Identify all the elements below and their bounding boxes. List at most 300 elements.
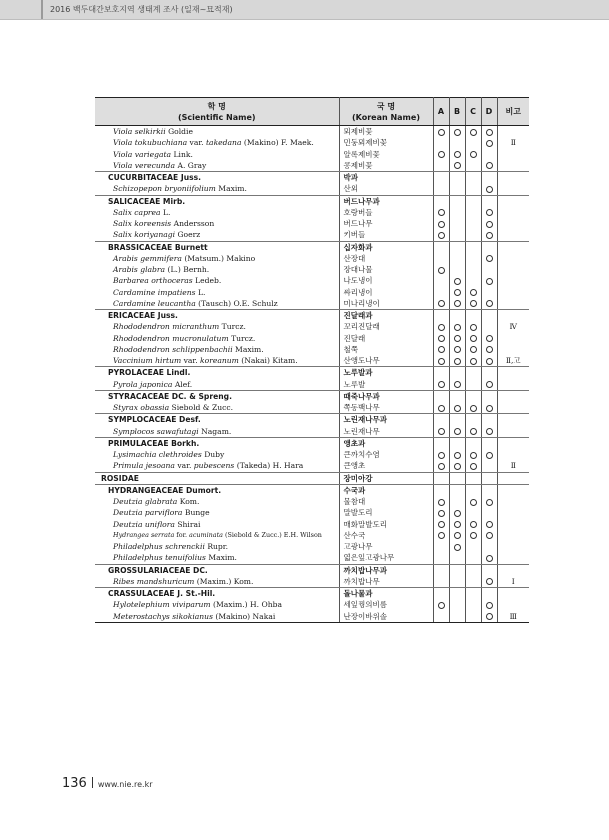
presence-circle-icon bbox=[438, 267, 445, 274]
scientific-name: Viola selkirkii bbox=[113, 127, 166, 137]
author-name: Goerz bbox=[177, 230, 201, 240]
korean-name-cell: 큰까치수염 bbox=[339, 449, 433, 460]
presence-circle-icon bbox=[438, 346, 445, 353]
presence-circle-icon bbox=[486, 162, 493, 169]
species-row bbox=[95, 541, 529, 552]
header-scientific-name bbox=[95, 98, 339, 126]
korean-name-cell: 산앵도나무 bbox=[339, 355, 433, 367]
note-cell bbox=[497, 484, 529, 496]
family-name: SYMPLOCACEAE Desf. bbox=[108, 415, 201, 425]
site-c-cell bbox=[465, 183, 481, 195]
family-row bbox=[95, 367, 529, 379]
species-row bbox=[95, 218, 529, 229]
site-d-cell bbox=[481, 344, 497, 355]
site-a-cell bbox=[433, 195, 449, 207]
scientific-name: Salix caprea bbox=[113, 207, 161, 217]
family-row bbox=[95, 564, 529, 576]
scientific-name-cell bbox=[95, 611, 339, 623]
site-c-cell bbox=[465, 253, 481, 264]
author-name: (Maxim.) Kom. bbox=[196, 576, 254, 586]
korean-name-cell: 뫼제비꽃 bbox=[339, 126, 433, 138]
author-name: Duby bbox=[204, 450, 225, 460]
scientific-name-cell bbox=[95, 264, 339, 275]
author-name: Turcz. bbox=[221, 322, 246, 332]
scientific-name: Vaccinium hirtum bbox=[113, 356, 182, 366]
site-d-cell bbox=[481, 496, 497, 507]
korean-name-cell: 쪽동백나무 bbox=[339, 402, 433, 414]
site-c-cell bbox=[465, 379, 481, 391]
site-a-cell bbox=[433, 183, 449, 195]
site-b-cell bbox=[449, 484, 465, 496]
site-b-cell bbox=[449, 287, 465, 298]
site-b-cell bbox=[449, 218, 465, 229]
korean-name-cell: 알록제비꽃 bbox=[339, 149, 433, 160]
site-d-cell bbox=[481, 241, 497, 253]
site-c-cell bbox=[465, 287, 481, 298]
scientific-name-cell bbox=[95, 137, 339, 148]
site-c-cell bbox=[465, 564, 481, 576]
note-cell bbox=[497, 207, 529, 218]
note-cell bbox=[497, 402, 529, 414]
site-b-cell bbox=[449, 355, 465, 367]
site-c-cell bbox=[465, 402, 481, 414]
scientific-name-cell bbox=[95, 588, 339, 600]
note-cell bbox=[497, 414, 529, 426]
presence-circle-icon bbox=[486, 232, 493, 239]
site-c-cell bbox=[465, 264, 481, 275]
author-name: for. bbox=[176, 530, 187, 539]
presence-circle-icon bbox=[454, 405, 461, 412]
site-a-cell bbox=[433, 367, 449, 379]
site-a-cell bbox=[433, 137, 449, 148]
presence-circle-icon bbox=[470, 428, 477, 435]
site-c-cell bbox=[465, 437, 481, 449]
site-b-cell bbox=[449, 253, 465, 264]
site-b-cell bbox=[449, 160, 465, 172]
site-d-cell bbox=[481, 402, 497, 414]
note-cell bbox=[497, 264, 529, 275]
scientific-name: Primula jesoana bbox=[113, 461, 175, 471]
infraspecific-author: (Takeda) H. Hara bbox=[236, 461, 304, 471]
note-cell bbox=[497, 472, 529, 484]
korean-name-cell: 물참대 bbox=[339, 496, 433, 507]
note-cell: Ⅱ,고 bbox=[497, 355, 529, 367]
korean-name-cell: 산장대 bbox=[339, 253, 433, 264]
presence-circle-icon bbox=[470, 129, 477, 136]
site-b-cell bbox=[449, 183, 465, 195]
korean-name-cell: 까치밥나무 bbox=[339, 576, 433, 588]
presence-circle-icon bbox=[470, 358, 477, 365]
presence-circle-icon bbox=[486, 602, 493, 609]
site-a-cell bbox=[433, 241, 449, 253]
korean-name-cell: 철쭉 bbox=[339, 344, 433, 355]
scientific-name: Barbarea orthoceras bbox=[113, 276, 193, 286]
site-c-cell bbox=[465, 588, 481, 600]
note-cell bbox=[497, 241, 529, 253]
scientific-name-cell bbox=[95, 519, 339, 530]
site-b-cell bbox=[449, 195, 465, 207]
presence-circle-icon bbox=[486, 129, 493, 136]
site-b-cell bbox=[449, 275, 465, 286]
header-scientific-ko: 학 명 bbox=[207, 101, 226, 111]
scientific-name: Arabis gemmifera bbox=[113, 253, 182, 263]
author-name: var. bbox=[177, 461, 192, 471]
korean-name-cell: 노린재나무과 bbox=[339, 414, 433, 426]
site-b-cell bbox=[449, 207, 465, 218]
site-a-cell bbox=[433, 207, 449, 218]
site-d-cell bbox=[481, 183, 497, 195]
korean-name-cell: 장미아강 bbox=[339, 472, 433, 484]
scientific-name-cell bbox=[95, 484, 339, 496]
note-cell bbox=[497, 218, 529, 229]
author-name: L. bbox=[198, 287, 206, 297]
site-b-cell bbox=[449, 126, 465, 138]
korean-name-cell: 미나리냉이 bbox=[339, 298, 433, 310]
author-name: Bunge bbox=[184, 508, 210, 518]
scientific-name-cell bbox=[95, 321, 339, 332]
author-name: (L.) Bernh. bbox=[167, 265, 210, 275]
site-c-cell bbox=[465, 298, 481, 310]
site-d-cell bbox=[481, 195, 497, 207]
scientific-name: Viola verecunda bbox=[113, 160, 176, 170]
scientific-name-cell bbox=[95, 229, 339, 241]
site-d-cell bbox=[481, 449, 497, 460]
scientific-name-cell bbox=[95, 437, 339, 449]
author-name: Shirai bbox=[177, 519, 201, 529]
site-c-cell bbox=[465, 172, 481, 184]
korean-name-cell: 때죽나무과 bbox=[339, 390, 433, 402]
site-a-cell bbox=[433, 564, 449, 576]
site-c-cell bbox=[465, 137, 481, 148]
site-b-cell bbox=[449, 333, 465, 344]
scientific-name-cell bbox=[95, 298, 339, 310]
presence-circle-icon bbox=[486, 335, 493, 342]
table-header-row bbox=[95, 98, 529, 126]
presence-circle-icon bbox=[454, 324, 461, 331]
infraspecific-name: takedana bbox=[205, 138, 242, 148]
presence-circle-icon bbox=[438, 510, 445, 517]
presence-circle-icon bbox=[454, 300, 461, 307]
korean-name-cell: 박과 bbox=[339, 172, 433, 184]
scientific-name: Viola tokubuchiana bbox=[113, 138, 188, 148]
scientific-name-cell bbox=[95, 172, 339, 184]
family-row bbox=[95, 390, 529, 402]
infraspecific-author: (Siebold & Zucc.) E.H. Wilson bbox=[225, 530, 322, 539]
note-cell bbox=[497, 496, 529, 507]
author-name: (Matsum.) Makino bbox=[184, 253, 256, 263]
korean-name-cell: 세잎꿩의비름 bbox=[339, 599, 433, 610]
presence-circle-icon bbox=[438, 335, 445, 342]
scientific-name-cell bbox=[95, 426, 339, 438]
site-b-cell bbox=[449, 599, 465, 610]
site-c-cell bbox=[465, 611, 481, 623]
site-d-cell bbox=[481, 379, 497, 391]
author-name: L. bbox=[163, 207, 171, 217]
presence-circle-icon bbox=[470, 463, 477, 470]
site-d-cell bbox=[481, 564, 497, 576]
site-a-cell bbox=[433, 310, 449, 322]
presence-circle-icon bbox=[470, 324, 477, 331]
author-name: Maxim. bbox=[218, 184, 247, 194]
site-d-cell bbox=[481, 541, 497, 552]
scientific-name-cell bbox=[95, 160, 339, 172]
site-c-cell bbox=[465, 218, 481, 229]
species-row bbox=[95, 298, 529, 310]
note-cell bbox=[497, 229, 529, 241]
site-a-cell bbox=[433, 321, 449, 332]
site-a-cell bbox=[433, 344, 449, 355]
site-a-cell bbox=[433, 588, 449, 600]
note-cell bbox=[497, 599, 529, 610]
site-d-cell bbox=[481, 321, 497, 332]
korean-name-cell: 수국과 bbox=[339, 484, 433, 496]
site-d-cell bbox=[481, 484, 497, 496]
site-d-cell bbox=[481, 275, 497, 286]
site-b-cell bbox=[449, 344, 465, 355]
note-cell bbox=[497, 564, 529, 576]
author-name: Link. bbox=[173, 149, 193, 159]
species-row bbox=[95, 183, 529, 195]
infraspecific-name: koreanum bbox=[200, 356, 239, 366]
site-d-cell bbox=[481, 253, 497, 264]
site-d-cell bbox=[481, 552, 497, 564]
site-b-cell bbox=[449, 321, 465, 332]
presence-circle-icon bbox=[438, 221, 445, 228]
scientific-name: Lysimachia clethroides bbox=[113, 450, 202, 460]
scientific-name: Schizopepon bryoniifolium bbox=[113, 184, 216, 194]
scientific-name: Meterostachys sikokianus bbox=[113, 611, 213, 621]
family-name: CUCURBITACEAE Juss. bbox=[108, 173, 202, 183]
species-row bbox=[95, 530, 529, 541]
site-b-cell bbox=[449, 611, 465, 623]
site-b-cell bbox=[449, 310, 465, 322]
author-name: Ledeb. bbox=[195, 276, 222, 286]
scientific-name-cell bbox=[95, 379, 339, 391]
korean-name-cell: 버드나무과 bbox=[339, 195, 433, 207]
site-a-cell bbox=[433, 414, 449, 426]
scientific-name-cell bbox=[95, 207, 339, 218]
site-d-cell bbox=[481, 530, 497, 541]
species-row bbox=[95, 519, 529, 530]
author-name: Rupr. bbox=[207, 542, 228, 552]
presence-circle-icon bbox=[454, 428, 461, 435]
presence-circle-icon bbox=[454, 129, 461, 136]
presence-circle-icon bbox=[454, 532, 461, 539]
korean-name-cell: 꼬리진달래 bbox=[339, 321, 433, 332]
presence-circle-icon bbox=[454, 521, 461, 528]
family-name: PRIMULACEAE Borkh. bbox=[108, 438, 200, 448]
scientific-name-cell bbox=[95, 195, 339, 207]
site-b-cell bbox=[449, 367, 465, 379]
species-row bbox=[95, 253, 529, 264]
presence-circle-icon bbox=[486, 381, 493, 388]
header-site-d: D bbox=[481, 98, 497, 126]
presence-circle-icon bbox=[486, 405, 493, 412]
header-site-b: B bbox=[449, 98, 465, 126]
site-a-cell bbox=[433, 253, 449, 264]
site-d-cell bbox=[481, 229, 497, 241]
presence-circle-icon bbox=[470, 452, 477, 459]
korean-name-cell: 큰앵초 bbox=[339, 460, 433, 472]
site-b-cell bbox=[449, 496, 465, 507]
site-a-cell bbox=[433, 149, 449, 160]
scientific-name-cell bbox=[95, 507, 339, 518]
presence-circle-icon bbox=[470, 521, 477, 528]
site-b-cell bbox=[449, 576, 465, 588]
site-b-cell bbox=[449, 414, 465, 426]
note-cell bbox=[497, 437, 529, 449]
species-row bbox=[95, 611, 529, 623]
presence-circle-icon bbox=[454, 544, 461, 551]
note-cell bbox=[497, 588, 529, 600]
site-c-cell bbox=[465, 460, 481, 472]
site-d-cell bbox=[481, 576, 497, 588]
species-row bbox=[95, 507, 529, 518]
author-name: Siebold & Zucc. bbox=[171, 403, 234, 413]
scientific-name-cell bbox=[95, 183, 339, 195]
site-b-cell bbox=[449, 437, 465, 449]
site-a-cell bbox=[433, 611, 449, 623]
author-name: Maxim. bbox=[235, 344, 264, 354]
scientific-name: Pyrola japonica bbox=[113, 379, 173, 389]
note-cell bbox=[497, 310, 529, 322]
scientific-name-cell bbox=[95, 460, 339, 472]
note-cell bbox=[497, 367, 529, 379]
site-c-cell bbox=[465, 472, 481, 484]
site-a-cell bbox=[433, 355, 449, 367]
site-a-cell bbox=[433, 275, 449, 286]
note-cell bbox=[497, 275, 529, 286]
author-name: Turcz. bbox=[231, 333, 256, 343]
site-c-cell bbox=[465, 310, 481, 322]
scientific-name-cell bbox=[95, 275, 339, 286]
site-c-cell bbox=[465, 507, 481, 518]
presence-circle-icon bbox=[486, 532, 493, 539]
family-name: ERICACEAE Juss. bbox=[108, 311, 178, 321]
site-a-cell bbox=[433, 229, 449, 241]
scientific-name: Deutzia parviflora bbox=[113, 508, 183, 518]
species-row bbox=[95, 275, 529, 286]
scientific-name-cell bbox=[95, 333, 339, 344]
page-footer bbox=[62, 772, 153, 791]
site-d-cell bbox=[481, 310, 497, 322]
korean-name-cell: 산외 bbox=[339, 183, 433, 195]
site-c-cell bbox=[465, 414, 481, 426]
site-d-cell bbox=[481, 172, 497, 184]
site-d-cell bbox=[481, 333, 497, 344]
note-cell bbox=[497, 507, 529, 518]
note-cell bbox=[497, 541, 529, 552]
site-c-cell bbox=[465, 496, 481, 507]
footer-divider bbox=[92, 777, 93, 788]
header-divider bbox=[0, 19, 609, 20]
note-cell bbox=[497, 172, 529, 184]
infraspecific-author: (Makino) F. Maek. bbox=[243, 138, 314, 148]
scientific-name: Rhododendron mucronulatum bbox=[113, 333, 229, 343]
scientific-name-cell bbox=[95, 552, 339, 564]
site-c-cell bbox=[465, 195, 481, 207]
korean-name-cell: 나도냉이 bbox=[339, 275, 433, 286]
presence-circle-icon bbox=[438, 428, 445, 435]
site-b-cell bbox=[449, 507, 465, 518]
site-b-cell bbox=[449, 460, 465, 472]
note-cell bbox=[497, 426, 529, 438]
site-a-cell bbox=[433, 160, 449, 172]
korean-name-cell: 노루발 bbox=[339, 379, 433, 391]
note-cell bbox=[497, 126, 529, 138]
korean-name-cell: 민둥뫼제비꽃 bbox=[339, 137, 433, 148]
site-a-cell bbox=[433, 379, 449, 391]
presence-circle-icon bbox=[454, 289, 461, 296]
presence-circle-icon bbox=[454, 510, 461, 517]
scientific-name-cell bbox=[95, 241, 339, 253]
table-body bbox=[95, 126, 529, 623]
note-cell bbox=[497, 519, 529, 530]
site-d-cell bbox=[481, 355, 497, 367]
presence-circle-icon bbox=[438, 129, 445, 136]
scientific-name: Rhododendron micranthum bbox=[113, 322, 220, 332]
site-d-cell bbox=[481, 472, 497, 484]
author-name: Nagam. bbox=[201, 426, 232, 436]
presence-circle-icon bbox=[486, 358, 493, 365]
header-marker bbox=[41, 0, 43, 19]
site-d-cell bbox=[481, 287, 497, 298]
family-name: PYROLACEAE Lindl. bbox=[108, 368, 191, 378]
note-cell bbox=[497, 195, 529, 207]
site-d-cell bbox=[481, 149, 497, 160]
presence-circle-icon bbox=[470, 346, 477, 353]
site-a-cell bbox=[433, 390, 449, 402]
site-b-cell bbox=[449, 472, 465, 484]
site-c-cell bbox=[465, 576, 481, 588]
scientific-name-cell bbox=[95, 344, 339, 355]
page-number: 136 bbox=[62, 776, 87, 791]
species-row bbox=[95, 264, 529, 275]
note-cell bbox=[497, 298, 529, 310]
presence-circle-icon bbox=[454, 346, 461, 353]
author-name: Andersson bbox=[173, 219, 215, 229]
site-a-cell bbox=[433, 172, 449, 184]
note-cell bbox=[497, 149, 529, 160]
family-row bbox=[95, 195, 529, 207]
scientific-name-cell bbox=[95, 355, 339, 367]
presence-circle-icon bbox=[470, 289, 477, 296]
note-cell bbox=[497, 333, 529, 344]
korean-name-cell: 싸리냉이 bbox=[339, 287, 433, 298]
family-name: SALICACEAE Mirb. bbox=[108, 196, 186, 206]
scientific-name-cell bbox=[95, 541, 339, 552]
site-b-cell bbox=[449, 229, 465, 241]
scientific-name-cell bbox=[95, 149, 339, 160]
scientific-name-cell bbox=[95, 310, 339, 322]
site-a-cell bbox=[433, 437, 449, 449]
scientific-name: Salix koriyanagi bbox=[113, 230, 176, 240]
author-name: Maxim. bbox=[208, 553, 237, 563]
site-a-cell bbox=[433, 519, 449, 530]
site-a-cell bbox=[433, 287, 449, 298]
site-c-cell bbox=[465, 275, 481, 286]
note-cell: Ⅰ bbox=[497, 576, 529, 588]
site-c-cell bbox=[465, 229, 481, 241]
family-name: ROSIDAE bbox=[101, 473, 139, 483]
note-cell bbox=[497, 160, 529, 172]
presence-circle-icon bbox=[486, 209, 493, 216]
family-row bbox=[95, 310, 529, 322]
site-a-cell bbox=[433, 264, 449, 275]
species-row bbox=[95, 355, 529, 367]
scientific-name: Philadelphus schrenckii bbox=[113, 542, 205, 552]
species-row bbox=[95, 449, 529, 460]
